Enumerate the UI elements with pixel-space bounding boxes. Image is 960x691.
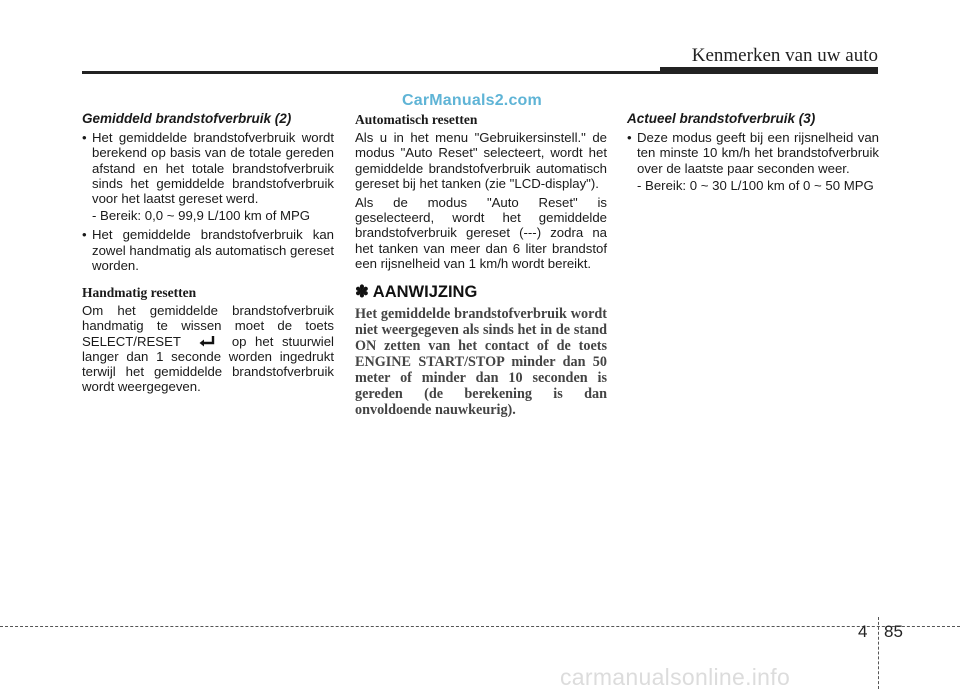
- enter-arrow-icon: [189, 335, 223, 347]
- list-item: [82, 130, 334, 206]
- manual-reset-text-after: op het stuurwiel langer dan 1 seconde worden ingedrukt terwijl het gemiddelde brandstofverbruik wordt weergegeven.: [82, 333, 334, 395]
- range-text: - Bereik: 0 ~ 30 L/100 km of 0 ~ 50 MPG: [637, 177, 874, 193]
- manual-reset-text-before: Om het gemiddelde brandstofverbruik handmatig te wissen moet de toets SELECT/RESET: [82, 303, 334, 349]
- section-heading-manual-reset: Handmatig resetten: [82, 285, 197, 301]
- bullet-icon: •: [82, 130, 87, 146]
- column-middle: [355, 112, 607, 418]
- auto-reset-paragraph-1: Als u in het menu "Gebruikersinstell." de modus "Auto Reset" selecteert, wordt het gemiddelde brandstofverbruik automatisch gereset bij het tanken (zie "LCD-display").: [355, 130, 607, 191]
- footer-page-separator: [878, 617, 879, 689]
- footer-site-watermark[interactable]: carmanualsonline.info: [560, 664, 791, 690]
- list-item-text: Deze modus geeft bij een rijsnelheid van ten minste 10 km/h het brandstofverbruik over de laatste paar seconden weer.: [637, 130, 879, 176]
- range-text: - Bereik: 0,0 ~ 99,9 L/100 km of MPG: [92, 208, 311, 224]
- list-item-text: Het gemiddelde brandstofverbruik wordt berekend op basis van de totale gereden afstand en het totale brandstofverbruik sinds het gemiddelde brandstofverbruik voor het laatst gereset werd.: [92, 130, 334, 207]
- column-right: [627, 111, 879, 197]
- header-title: Kenmerken van uw auto: [691, 45, 878, 66]
- section-heading-auto-reset: Automatisch resetten: [355, 112, 478, 127]
- manual-reset-paragraph: [82, 303, 334, 394]
- list-item: [627, 130, 879, 176]
- list-item: [82, 227, 334, 273]
- note-body: Het gemiddelde brandstofverbruik wordt niet weergegeven als sinds het in de stand ON zetten van het contact of de toets ENGINE START/STOP minder dan 50 meter of minder dan 10 seconden is gereden (de berekening is dan onvoldoende nauwkeurig).: [355, 306, 607, 419]
- bullet-icon: •: [82, 227, 87, 243]
- bullet-icon: •: [627, 130, 632, 146]
- auto-reset-paragraph-2: Als de modus "Auto Reset" is geselecteerd, wordt het gemiddelde brandstofverbruik gereset (---) zodra na het tanken van meer dan 6 liter brandstof een rijsnelheid van 1 km/h wordt bereikt.: [355, 195, 607, 271]
- footer-divider: [0, 626, 960, 627]
- list-item-text: Het gemiddelde brandstofverbruik kan zowel handmatig als automatisch gereset worden.: [92, 227, 334, 273]
- watermark-link[interactable]: CarManuals2.com: [402, 92, 542, 109]
- section-heading-average: Gemiddeld brandstofverbruik (2): [82, 111, 292, 126]
- section-heading-current: Actueel brandstofverbruik (3): [627, 111, 816, 126]
- header-rule-accent: [660, 67, 878, 73]
- chapter-number: 4: [858, 622, 868, 641]
- column-left: [82, 111, 334, 398]
- page-number: 85: [884, 622, 903, 641]
- note-title: ✽ AANWIJZING: [355, 283, 478, 302]
